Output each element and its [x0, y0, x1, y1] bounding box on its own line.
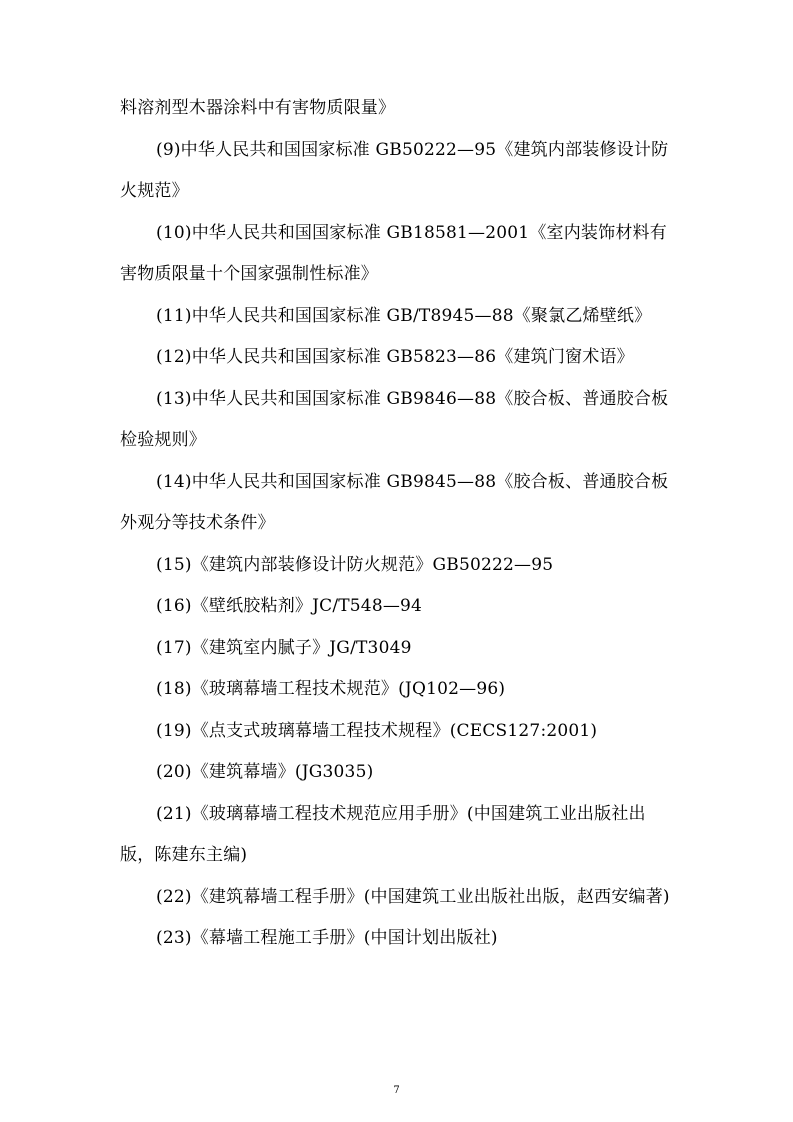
reference-item-22: (22)《建筑幕墙工程手册》(中国建筑工业出版社出版，赵西安编著)	[156, 886, 670, 907]
reference-item-20: (20)《建筑幕墙》(JG3035)	[156, 762, 374, 782]
reference-item-11: (11)中华人民共和国国家标准 GB/T8945—88《聚氯乙烯壁纸》	[156, 305, 652, 326]
reference-item-18: (18)《玻璃幕墙工程技术规范》(JQ102—96)	[156, 679, 506, 699]
reference-item-21: (21)《玻璃幕墙工程技术规范应用手册》(中国建筑工业出版社出版，陈建东主编)	[120, 803, 646, 865]
reference-item-23: (23)《幕墙工程施工手册》(中国计划出版社)	[156, 928, 498, 948]
reference-item-9: (9)中华人民共和国国家标准 GB50222—95《建筑内部装修设计防火规范》	[120, 139, 669, 201]
reference-item-15: (15)《建筑内部装修设计防火规范》GB50222—95	[156, 554, 554, 575]
page-number: 7	[393, 1085, 400, 1096]
reference-item-13: (13)中华人民共和国国家标准 GB9846—88《胶合板、普通胶合板检验规则》	[120, 388, 669, 450]
reference-item-12: (12)中华人民共和国国家标准 GB5823—86《建筑门窗术语》	[156, 347, 634, 367]
reference-item-16: (16)《壁纸胶粘剂》JC/T548—94	[156, 596, 423, 616]
reference-item-19: (19)《点支式玻璃幕墙工程技术规程》(CECS127:2001)	[156, 720, 598, 741]
paragraph-continuation: 料溶剂型木器涂料中有害物质限量》	[120, 98, 396, 118]
reference-item-17: (17)《建筑室内腻子》JG/T3049	[156, 637, 412, 658]
document-body	[120, 88, 680, 960]
reference-item-14: (14)中华人民共和国国家标准 GB9845—88《胶合板、普通胶合板外观分等技术条件》	[120, 471, 669, 533]
reference-item-10: (10)中华人民共和国国家标准 GB18581—2001《室内装饰材料有害物质限量十个国家强制性标准》	[120, 222, 667, 284]
